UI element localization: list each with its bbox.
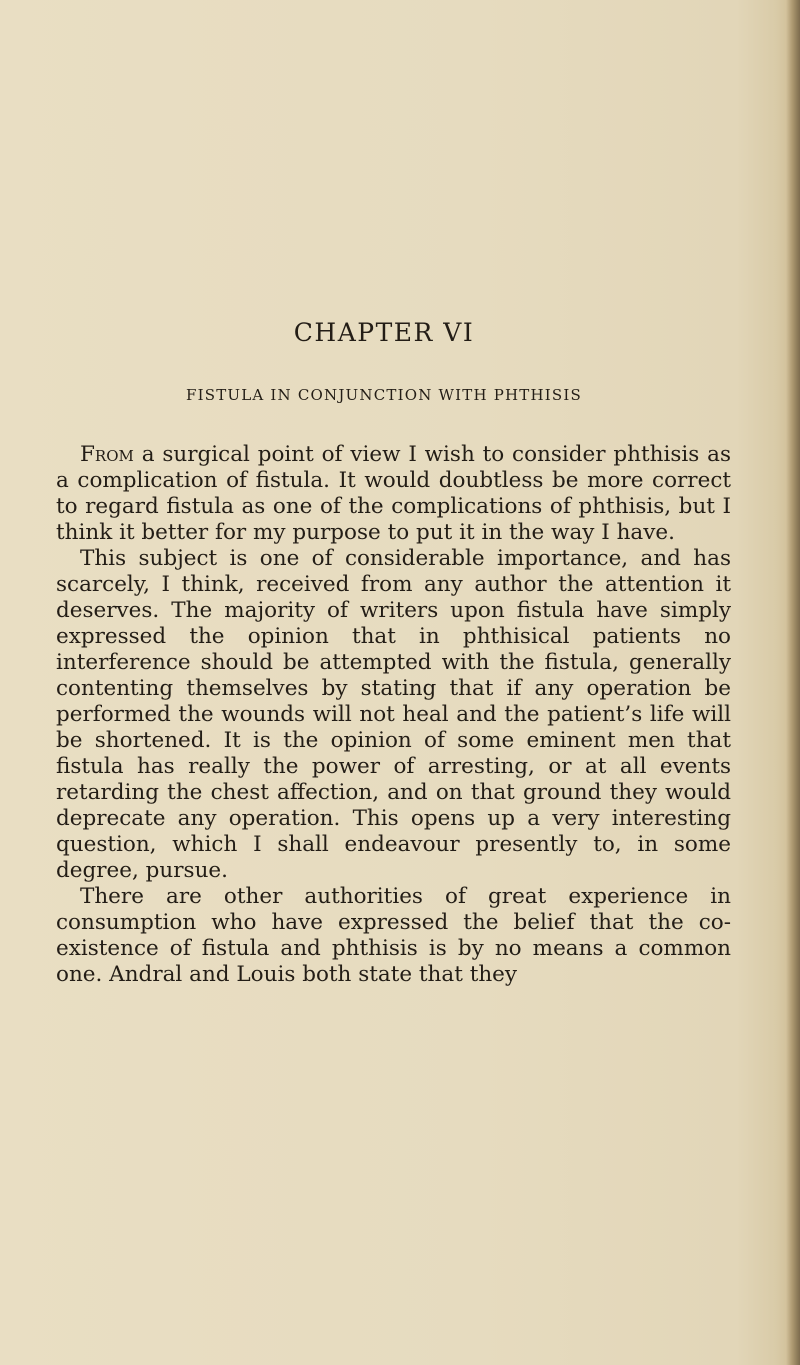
paragraph-3-text: There are other authorities of great experience in consumption who have expressed the belief that the co-existence of fistula and phthisis is by no means a common one. Andral and Louis both state that they — [56, 884, 731, 987]
paragraph-1-lead-word: From — [80, 442, 134, 467]
body-text — [56, 442, 731, 988]
paragraph-3 — [56, 884, 731, 988]
page-edge-shadow — [786, 0, 800, 1365]
paragraph-2 — [56, 546, 731, 884]
paragraph-1 — [56, 442, 731, 546]
paragraph-1-text: a surgical point of view I wish to consider phthisis as a complication of fistula. It would doubtless be more correct to regard fistula as one of the complications of phthisis, but I think it better for my purpose to put it in the way I have. — [56, 442, 731, 545]
paragraph-2-text: This subject is one of considerable importance, and has scarcely, I think, received from any author the attention it deserves. The majority of writers upon fistula have simply expressed the opinion that in phthisical patients no interference should be attempted with the fistula, generally contenting themselves by stating that if any operation be performed the wounds will not heal and the patient’s life will be shortened. It is the opinion of some eminent men that fistula has really the power of arresting, or at all events retarding the chest affection, and on that ground they would deprecate any operation. This opens up a very interesting question, which I shall endeavour presently to, in some degree, pursue. — [56, 546, 731, 883]
chapter-title: CHAPTER VI — [293, 318, 475, 347]
chapter-subtitle: FISTULA IN CONJUNCTION WITH PHTHISIS — [186, 386, 582, 404]
